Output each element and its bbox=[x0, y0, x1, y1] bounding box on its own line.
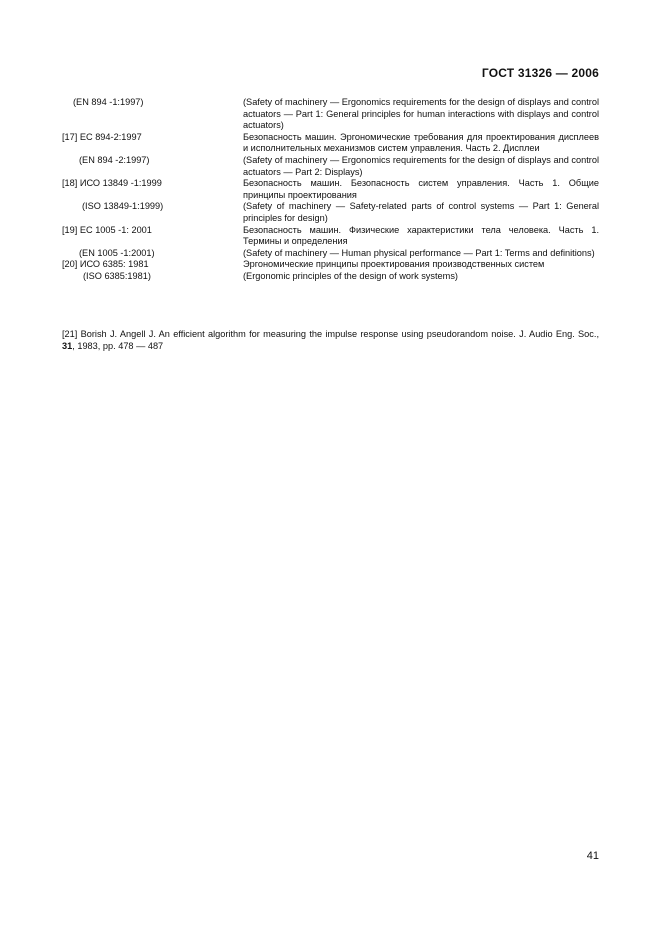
page-header-standard: ГОСТ 31326 — 2006 bbox=[481, 66, 599, 80]
reference-code: (ISO 6385:1981) bbox=[83, 270, 151, 281]
reference-item bbox=[62, 248, 599, 260]
reference-note-suffix: , 1983, pp. 478 — 487 bbox=[72, 341, 164, 352]
reference-description: (Safety of machinery — Human physical performance — Part 1: Terms and definitions) bbox=[243, 247, 595, 258]
reference-code: [18] ИСО 13849 -1:1999 bbox=[62, 178, 162, 189]
reference-item bbox=[62, 97, 599, 132]
reference-item bbox=[62, 225, 599, 248]
reference-description: (Safety of machinery — Ergonomics requirements for the design of displays and control actuators — Part 1: General principles for human interactions with displays and control actuators) bbox=[243, 97, 599, 131]
reference-description: Эргономические принципы проектирования производственных систем bbox=[243, 259, 545, 270]
reference-list bbox=[62, 97, 599, 283]
reference-code: (EN 894 -2:1997) bbox=[79, 154, 150, 165]
reference-note-prefix: [21] Borish J. Angell J. An efficient algorithm for measuring the impulse response using pseudorandom noise. J. Audio Eng. Soc., bbox=[62, 329, 599, 339]
reference-item bbox=[62, 201, 599, 224]
reference-code: (ISO 13849-1:1999) bbox=[82, 201, 164, 212]
reference-description: Безопасность машин. Физические характеристики тела человека. Часть 1. Термины и определения bbox=[243, 224, 599, 247]
reference-code: [20] ИСО 6385: 1981 bbox=[62, 259, 149, 270]
reference-description: Безопасность машин. Эргономические требования для проектирования дисплеев и исполнительных механизмов систем управления. Часть 2. Дисплеи bbox=[243, 131, 599, 154]
reference-note-volume: 31 bbox=[62, 341, 73, 352]
reference-item bbox=[62, 155, 599, 178]
reference-description: Безопасность машин. Безопасность систем управления. Часть 1. Общие принципы проектирования bbox=[243, 178, 599, 200]
reference-code: [17] EC 894-2:1997 bbox=[62, 131, 142, 142]
reference-item bbox=[62, 259, 599, 271]
reference-code: (EN 1005 -1:2001) bbox=[79, 247, 155, 258]
reference-code: (EN 894 -1:1997) bbox=[73, 97, 144, 107]
reference-description: (Ergonomic principles of the design of work systems) bbox=[243, 270, 458, 281]
page-number: 41 bbox=[586, 850, 599, 862]
reference-item bbox=[62, 132, 599, 155]
reference-item bbox=[62, 271, 599, 283]
reference-description: (Safety of machinery — Safety-related parts of control systems — Part 1: General principles for design) bbox=[243, 201, 599, 223]
reference-item bbox=[62, 178, 599, 201]
reference-code: [19] EC 1005 -1: 2001 bbox=[62, 224, 152, 235]
reference-note bbox=[62, 328, 599, 353]
reference-description: (Safety of machinery — Ergonomics requirements for the design of displays and control actuators — Part 2: Displays) bbox=[243, 154, 599, 177]
